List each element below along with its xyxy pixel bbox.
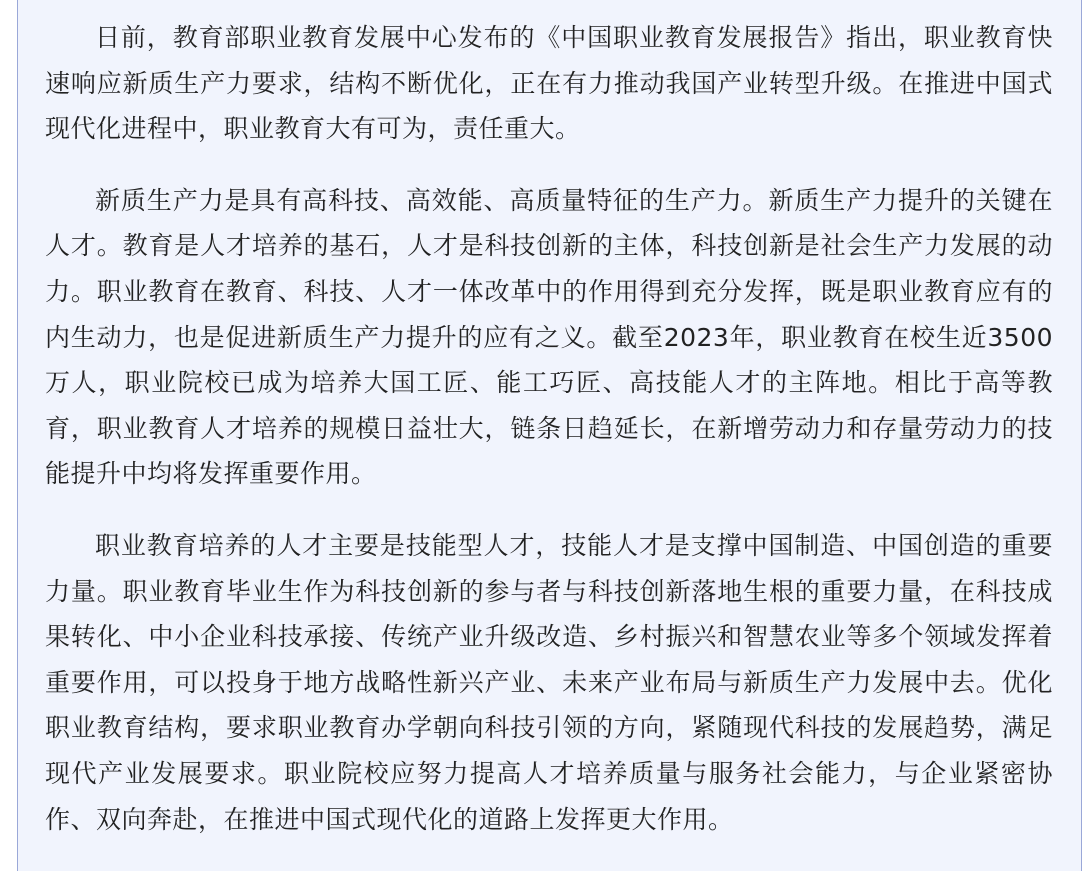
- article-body: [45, 15, 1053, 868]
- article-panel: [17, 0, 1082, 871]
- article-paragraph-1: 日前，教育部职业教育发展中心发布的《中国职业教育发展报告》指出，职业教育快速响应新质生产力要求，结构不断优化，正在有力推动我国产业转型升级。在推进中国式现代化进程中，职业教育大有可为，责任重大。: [45, 23, 1053, 144]
- article-paragraph-3: 职业教育培养的人才主要是技能型人才，技能人才是支撑中国制造、中国创造的重要力量。职业教育毕业生作为科技创新的参与者与科技创新落地生根的重要力量，在科技成果转化、中小企业科技承接、传统产业升级改造、乡村振兴和智慧农业等多个领域发挥着重要作用，可以投身于地方战略性新兴产业、未来产业布局与新质生产力发展中去。优化职业教育结构，要求职业教育办学朝向科技引领的方向，紧随现代科技的发展趋势，满足现代产业发展要求。职业院校应努力提高人才培养质量与服务社会能力，与企业紧密协作、双向奔赴，在推进中国式现代化的道路上发挥更大作用。: [45, 530, 1053, 834]
- article-paragraph-2: 新质生产力是具有高科技、高效能、高质量特征的生产力。新质生产力提升的关键在人才。教育是人才培养的基石，人才是科技创新的主体，科技创新是社会生产力发展的动力。职业教育在教育、科技、人才一体改革中的作用得到充分发挥，既是职业教育应有的内生动力，也是促进新质生产力提升的应有之义。截至2023年，职业教育在校生近3500万人，职业院校已成为培养大国工匠、能工巧匠、高技能人才的主阵地。相比于高等教育，职业教育人才培养的规模日益壮大，链条日趋延长，在新增劳动力和存量劳动力的技能提升中均将发挥重要作用。: [45, 185, 1053, 489]
